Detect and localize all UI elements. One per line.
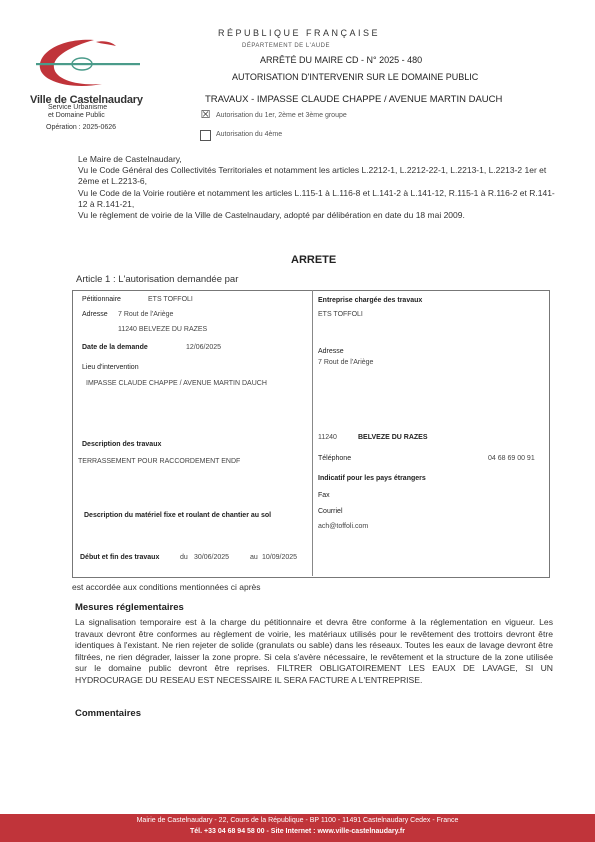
- option2-label: Autorisation du 4ème: [216, 131, 283, 138]
- description-value: TERRASSEMENT POUR RACCORDEMENT ENDF: [78, 458, 241, 465]
- debut-du: du: [180, 554, 188, 561]
- fax-label: Fax: [318, 492, 330, 499]
- city-name: Ville de Castelnaudary: [30, 94, 143, 106]
- courriel-value: ach@toffoli.com: [318, 523, 369, 530]
- date-demande-value: 12/06/2025: [186, 344, 222, 351]
- intro-block: [78, 154, 558, 221]
- option1-checkbox[interactable]: ☒: [200, 109, 211, 121]
- debut-value: 30/06/2025: [194, 554, 230, 561]
- operation-number: Opération : 2025-0626: [46, 124, 117, 131]
- intro-line: Vu le Code de la Voirie routière et notamment les articles L.115-1 à L.116-8 et L.141-2 à L.141-12, R.115-1 à R.116-2 et R.141-12 à R.141-21,: [78, 187, 555, 209]
- option2-checkbox[interactable]: [200, 130, 211, 141]
- form-divider: [312, 290, 313, 576]
- city-logo-icon: [32, 36, 142, 92]
- fin-au: au: [250, 554, 258, 561]
- entreprise-value: ETS TOFFOLI: [318, 311, 363, 318]
- republique-title: RÉPUBLIQUE FRANÇAISE: [218, 28, 381, 38]
- adresse2-label: Adresse: [318, 348, 344, 355]
- fin-value: 10/09/2025: [262, 554, 298, 561]
- footer-address: Mairie de Castelnaudary - 22, Cours de la République - BP 1100 - 11491 Castelnaudary Cedex - France: [136, 817, 459, 824]
- request-form-frame: [72, 290, 550, 578]
- adresse-value-2: 11240 BELVEZE DU RAZES: [118, 326, 208, 333]
- commentaires-heading: Commentaires: [75, 708, 141, 719]
- intro-line: Vu le Code Général des Collectivités Territoriales et notamment les articles L.2212-1, L.2212-22-1, L.2213-1, L.2213-2 1er et 2ème et L.2213-6,: [78, 165, 547, 187]
- service-line-1: Service Urbanisme: [48, 104, 108, 111]
- courriel-label: Courriel: [318, 508, 343, 515]
- materiel-label: Description du matériel fixe et roulant de chantier au sol: [84, 512, 272, 519]
- autorisation-title: AUTORISATION D'INTERVENIR SUR LE DOMAINE PUBLIC: [232, 72, 479, 82]
- petitionnaire-value: ETS TOFFOLI: [148, 296, 193, 303]
- telephone-value: 04 68 69 00 91: [488, 455, 535, 462]
- mesures-text: La signalisation temporaire est à la charge du pétitionnaire et devra être conforme à la réglementation en vigueur. Les travaux devront être conformes au règlement de voirie, les matériaux utilisés pour le revêtement des trottoirs devront être identiques à l'existant. Ne rien rejeter de solide (granulats ou sable) dans les réseaux. Toutes les eaux de lavage devront être filtrées, ne rien dégrader, laisser la zone propre. Si cela s'avère nécessaire, le revêtement et la structure de la zone utilisée sur le domaine public devront être reprises. FILTRER OBLIGATOIREMENT LES EAUX DE LAVAGE, SI UN HYDROCURAGE DU RESEAU EST NECESSAIRE IL SERA FACTURE A L'ENTREPRISE.: [75, 617, 553, 685]
- lieu-value: IMPASSE CLAUDE CHAPPE / AVENUE MARTIN DAUCH: [86, 380, 267, 387]
- entreprise-label: Entreprise chargée des travaux: [318, 297, 423, 304]
- petitionnaire-label: Pétitionnaire: [82, 296, 121, 303]
- adresse-label: Adresse: [82, 311, 108, 318]
- adresse-value-1: 7 Rout de l'Ariège: [118, 311, 174, 318]
- intro-line: Vu le règlement de voirie de la Ville de Castelnaudary, adopté par délibération en date du 18 mai 2009.: [78, 210, 465, 221]
- ville-value: BELVEZE DU RAZES: [358, 434, 428, 441]
- date-demande-label: Date de la demande: [82, 344, 148, 351]
- telephone-label: Téléphone: [318, 455, 352, 462]
- intro-line: Le Maire de Castelnaudary,: [78, 154, 182, 164]
- debut-label: Début et fin des travaux: [80, 554, 160, 561]
- option1-label: Autorisation du 1er, 2ème et 3ème groupe: [216, 112, 347, 119]
- arrete-heading: ARRETE: [291, 254, 337, 266]
- travaux-title: TRAVAUX - IMPASSE CLAUDE CHAPPE / AVENUE MARTIN DAUCH: [205, 94, 503, 105]
- mesures-heading: Mesures réglementaires: [75, 602, 184, 613]
- service-line-2: et Domaine Public: [48, 112, 105, 119]
- article-1: Article 1 : L'autorisation demandée par: [76, 274, 239, 285]
- departement-title: DÉPARTEMENT DE L'AUDE: [242, 43, 330, 49]
- footer-contact: Tél. +33 04 68 94 58 00 - Site Internet : www.ville-castelnaudary.fr: [190, 828, 405, 835]
- lieu-label: Lieu d'intervention: [82, 364, 139, 371]
- adresse2-value: 7 Rout de l'Ariège: [318, 359, 374, 366]
- indicatif-label: Indicatif pour les pays étrangers: [318, 475, 426, 482]
- arrete-number: ARRÊTÉ DU MAIRE CD - N° 2025 - 480: [260, 55, 423, 65]
- accordee-text: est accordée aux conditions mentionnées ci après: [72, 582, 261, 592]
- cp-value: 11240: [318, 434, 337, 441]
- description-label: Description des travaux: [82, 441, 162, 448]
